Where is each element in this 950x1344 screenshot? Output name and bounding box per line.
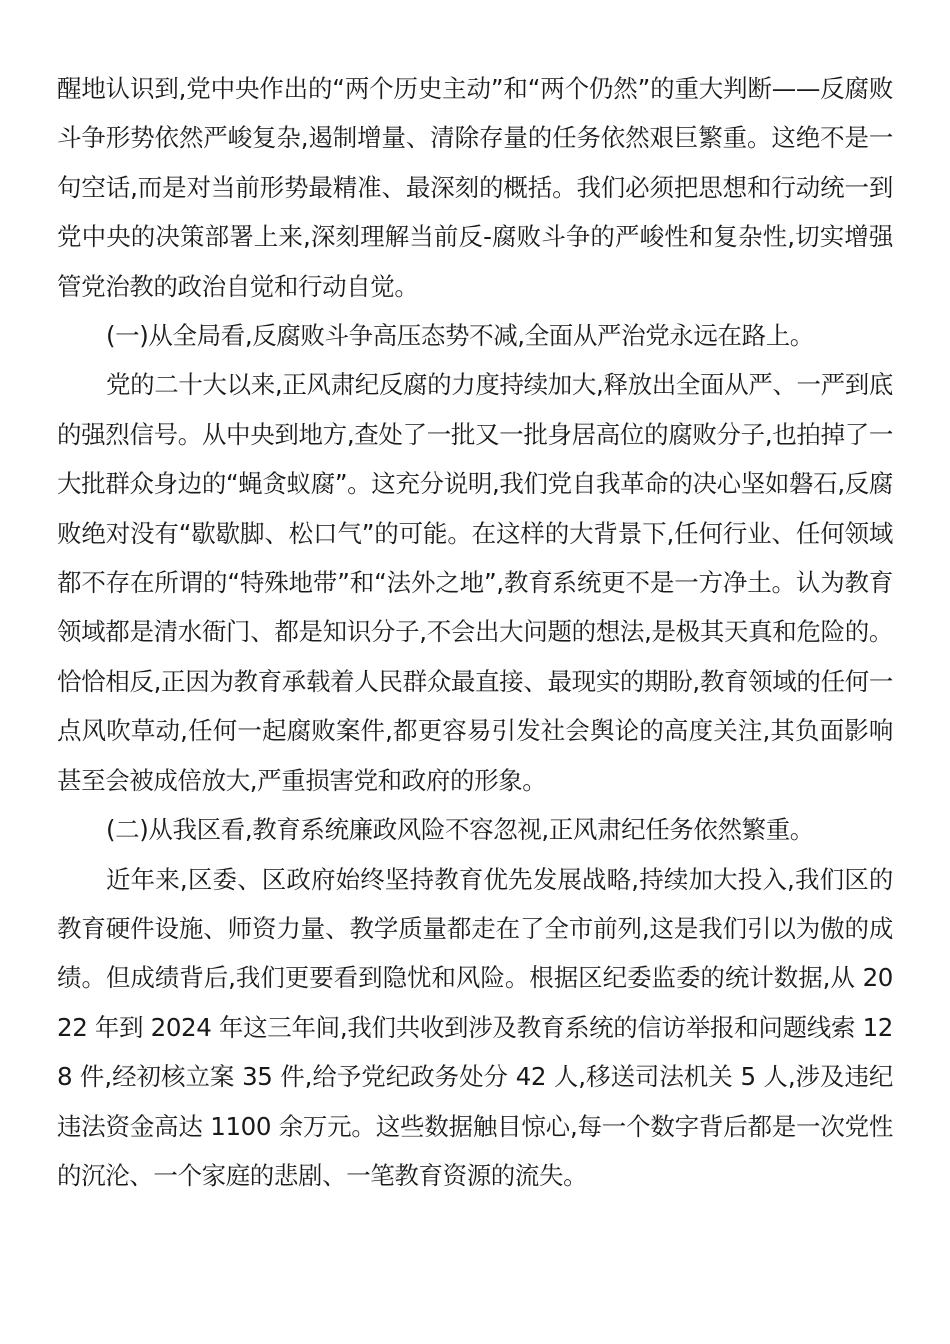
body-paragraph: 醒地认识到,党中央作出的“两个历史主动”和“两个仍然”的重大判断——反腐败斗争形势依然严峻复杂,遏制增量、清除存量的任务依然艰巨繁重。这绝不是一句空话,而是对当前形势最精准、最深刻的概括。我们必须把思想和行动统一到党中央的决策部署上来,深刻理解当前反-腐败斗争的严峻性和复杂性,切实增强管党治教的政治自觉和行动自觉。 [57,74,893,301]
section-heading-1: (一)从全局看,反腐败斗争高压态势不减,全面从严治党永远在路上。 [106,321,814,351]
body-paragraph: 近年来,区委、区政府始终坚持教育优先发展战略,持续加大投入,我们区的教育硬件设施、师资力量、教学质量都走在了全市前列,这是我们引以为傲的成绩。但成绩背后,我们更要看到隐忧和风险。根据区纪委监委的统计数据,从 2022 年到 2024 年这三年间,我们共收到涉及教育系统的信访举报和问题线索 128 件,经初核立案 35 件,给予党纪政务处分 42 人,移送司法机关 5 人,涉及违纪违法资金高达 1100 余万元。这些数据触目惊心,每一个数字背后都是一次党性的沉沦、一个家庭的悲剧、一笔教育资源的流失。 [57,864,893,1190]
body-paragraph: 党的二十大以来,正风肃纪反腐的力度持续加大,释放出全面从严、一严到底的强烈信号。从中央到地方,查处了一批又一批身居高位的腐败分子,也拍掉了一大批群众身边的“蝇贪蚁腐”。这充分说明,我们党自我革命的决心坚如磐石,反腐败绝对没有“歇歇脚、松口气”的可能。在这样的大背景下,任何行业、任何领域都不存在所谓的“特殊地带”和“法外之地”,教育系统更不是一方净土。认为教育领域都是清水衙门、都是知识分子,不会出大问题的想法,是极其天真和危险的。恰恰相反,正因为教育承载着人民群众最直接、最现实的期盼,教育领域的任何一点风吹草动,任何一起腐败案件,都更容易引发社会舆论的高度关注,其负面影响甚至会被成倍放大,严重损害党和政府的形象。 [57,370,893,795]
document-page [57,64,893,1200]
section-heading-2: (二)从我区看,教育系统廉政风险不容忽视,正风肃纪任务依然繁重。 [106,815,814,845]
